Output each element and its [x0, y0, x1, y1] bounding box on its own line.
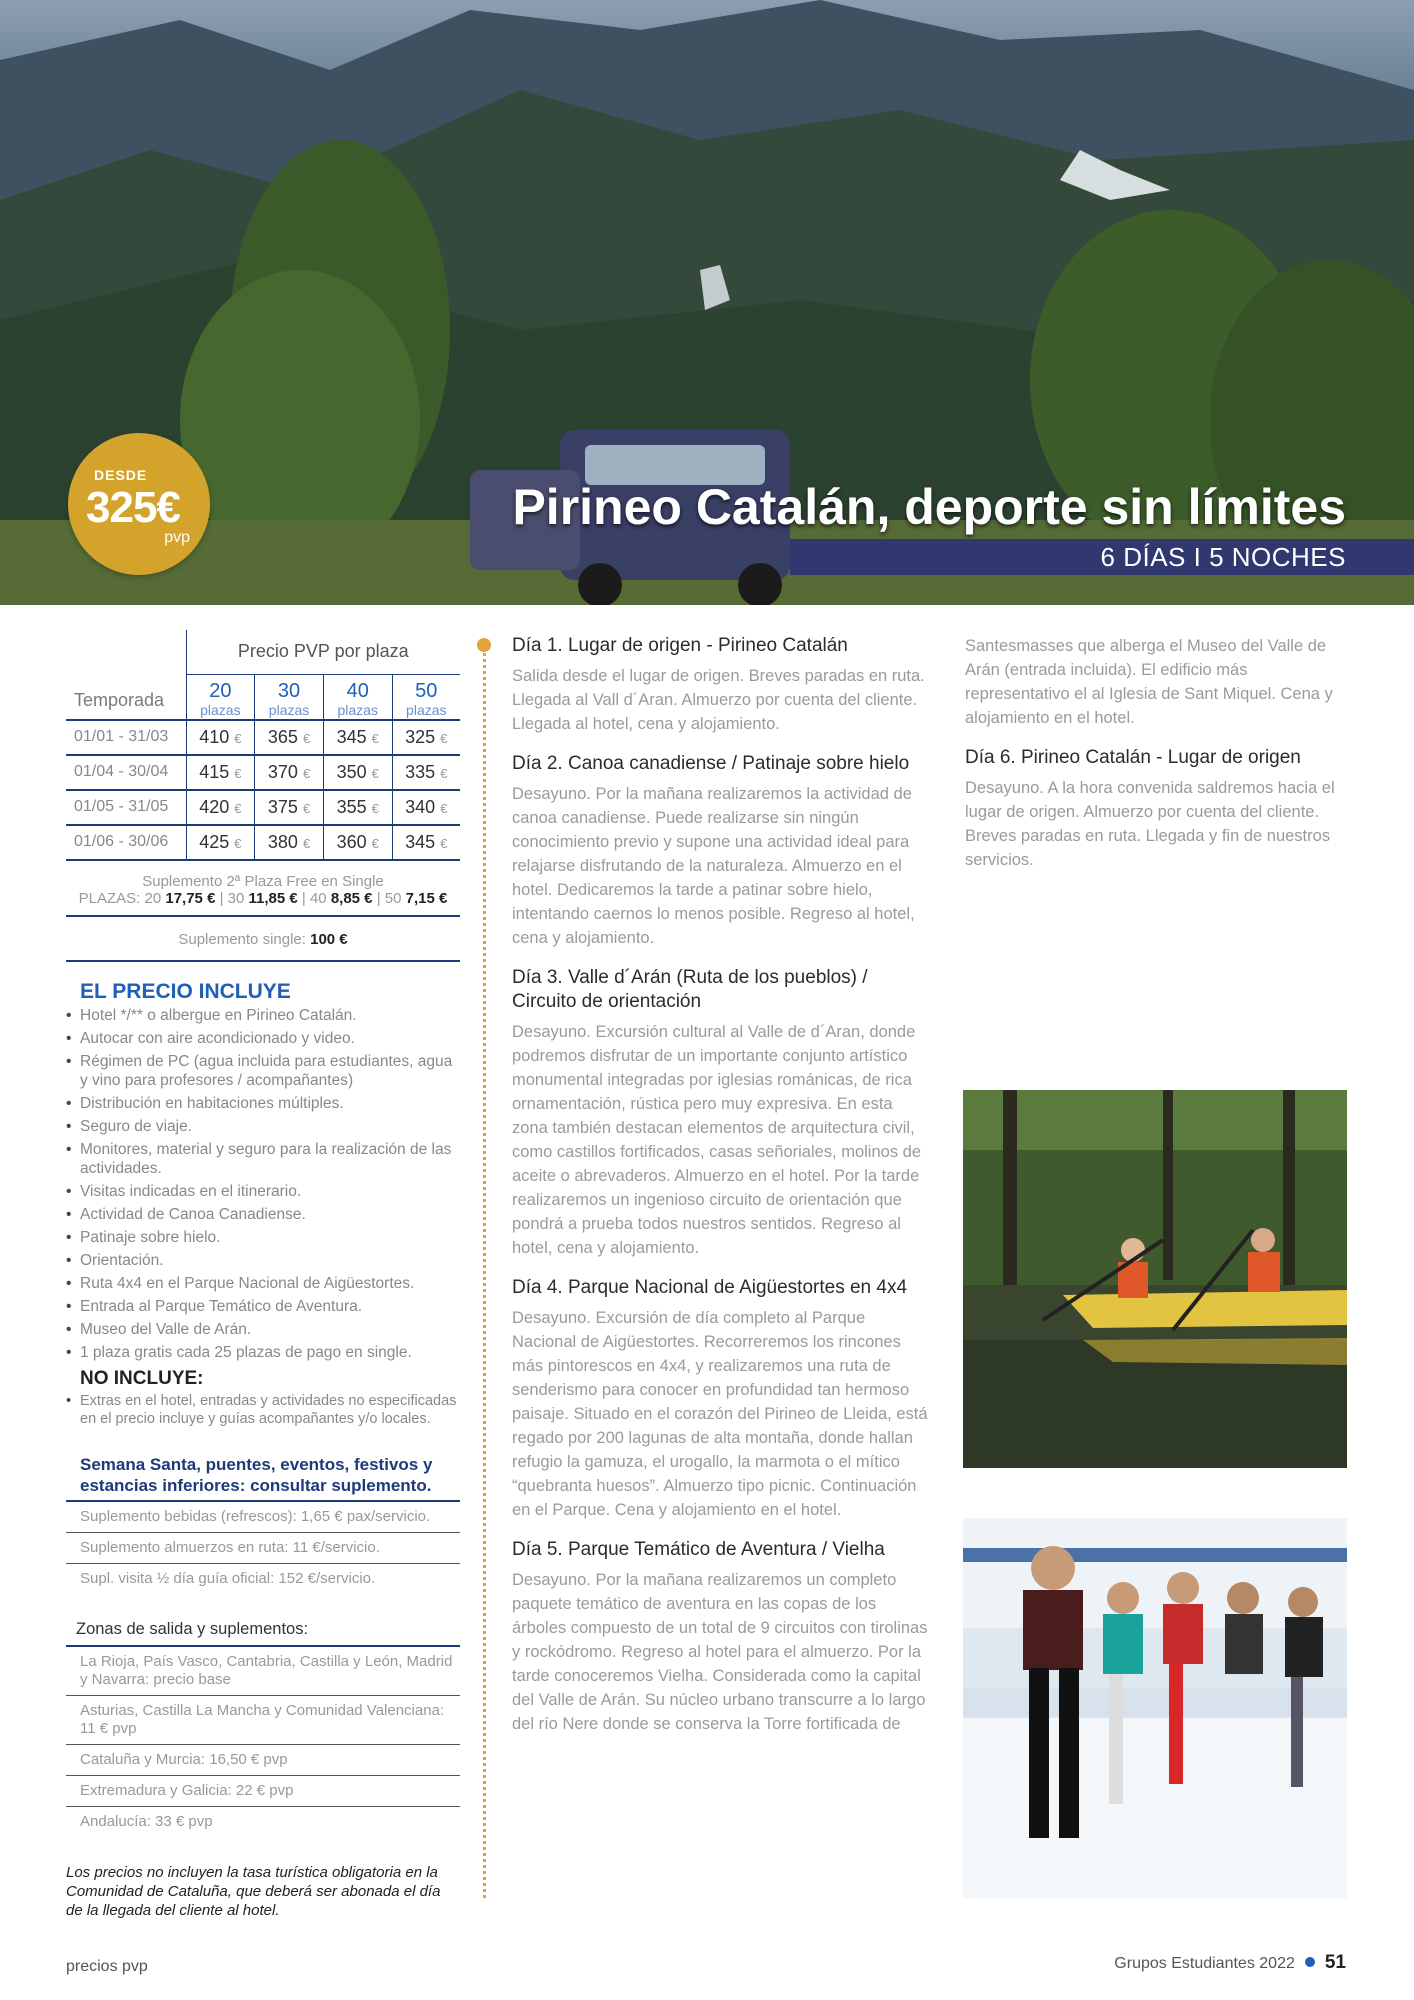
price-table: [66, 630, 460, 861]
itinerary-column-right: [965, 634, 1349, 888]
pin-icon: [477, 638, 491, 652]
day-text: Desayuno. Por la mañana realizaremos un completo paquete temático de aventura en las copas de los árboles compuesto de un total de 9 circuitos con tirolinas y rockódromo. Regreso al hotel para el almuerzo. Por la tarde conoceremos Vielha. Considerada como la capital del Valle de Arán. Su núcleo urbano transcurre a lo largo del río Nere donde se conserva la Torre fortificada de: [512, 1571, 928, 1733]
list-item: • Régimen de PC (agua incluida para estudiantes, agua y vino para profesores / acompañantes): [66, 1052, 460, 1090]
day-text: Desayuno. A la hora convenida saldremos hacia el lugar de origen. Almuerzo por cuenta del cliente. Breves paradas en ruta. Llegada y fin de nuestros servicios.: [965, 779, 1335, 869]
supplement-free-values: PLAZAS: 20 17,75 € | 30 11,85 € | 40 8,85 € | 50 7,15 €: [66, 890, 460, 917]
day-title: Día 1. Lugar de origen - Pirineo Catalán: [512, 635, 848, 656]
day-title: Día 3. Valle d´Arán (Ruta de los pueblos) / Circuito de orientación: [512, 967, 868, 1012]
zone-row: Extremadura y Galicia: 22 € pvp: [66, 1776, 460, 1807]
table-row: 01/04 - 30/04 415 € 370 € 350 € 335 €: [66, 755, 460, 790]
canoe-image: [963, 1090, 1347, 1468]
left-column: [66, 630, 460, 1920]
list-item: • Patinaje sobre hielo.: [66, 1228, 460, 1247]
table-row: 01/01 - 31/03 410 € 365 € 345 € 325 €: [66, 720, 460, 755]
zone-row: Cataluña y Murcia: 16,50 € pvp: [66, 1745, 460, 1776]
ice-skating-image: [963, 1518, 1347, 1898]
semana-santa-note: Semana Santa, puentes, eventos, festivos y estancias inferiores: consultar suplemento.: [80, 1454, 433, 1495]
footer-prices-label: precios pvp: [66, 1958, 148, 1975]
list-item: • Distribución en habitaciones múltiples.: [66, 1094, 460, 1113]
list-item: • Autocar con aire acondicionado y video.: [66, 1029, 460, 1048]
bullet-dot-icon: [1305, 1957, 1315, 1967]
list-item: • Visitas indicadas en el itinerario.: [66, 1182, 460, 1201]
col-header-50: 50 plazas: [392, 674, 460, 720]
day-text: Desayuno. Por la mañana realizaremos la actividad de canoa canadiense. Puede realizarse sin ningún conocimiento previo y supone una actividad ideal para relajarse disfrutando de la naturaleza. Almuerzo en el hotel. Dedicaremos la tarde a patinar sobre hielo, intentando caernos lo menos posible. Regreso al hotel, cena y alojamiento.: [512, 785, 915, 947]
badge-desde: DESDE: [94, 467, 148, 483]
day-text: Santesmasses que alberga el Museo del Valle de Arán (entrada incluida). El edificio más representativo el al Iglesia de Sant Miquel. Cena y alojamiento en el hotel.: [965, 637, 1333, 727]
footer-publication: Grupos Estudiantes 2022 51: [1114, 1952, 1346, 1973]
supplement-row: Suplemento almuerzos en ruta: 11 €/servicio.: [66, 1533, 460, 1564]
supplement-row: Supl. visita ½ día guía oficial: 152 €/servicio.: [80, 1569, 376, 1587]
page-title: Pirineo Catalán, deporte sin límites: [512, 479, 1346, 535]
day-text: Desayuno. Excursión de día completo al Parque Nacional de Aigüestortes. Recorreremos los rincones más pintorescos en 4x4, y realizaremos una ruta de senderismo para conocer en profundidad tan hermoso paisaje. Situado en el corazón del Pirineo de Lleida, está regado por 200 lagunas de alta montaña, donde hallan refugio la gamuza, el urogallo, la marmota o el mítico “quebranta huesos”. Almuerzo tipo picnic. Continuación en el Parque. Cena y alojamiento en el hotel.: [512, 1309, 928, 1519]
price-badge: [68, 433, 210, 575]
trip-duration: 6 DÍAS I 5 NOCHES: [1100, 542, 1346, 572]
list-item: • Actividad de Canoa Canadiense.: [66, 1205, 460, 1224]
badge-pvp: pvp: [164, 529, 190, 546]
zones-title: Zonas de salida y suplementos:: [66, 1620, 460, 1647]
day-title: Día 5. Parque Temático de Aventura / Vielha: [512, 1539, 885, 1560]
day-text: Salida desde el lugar de origen. Breves paradas en ruta. Llegada al Vall d´Aran. Almuerzo por cuenta del cliente. Llegada al hotel, cena y alojamiento.: [512, 667, 925, 733]
supplement-single: Suplemento single: 100 €: [66, 931, 460, 962]
supplement-row: Suplemento bebidas (refrescos): 1,65 € pax/servicio.: [66, 1502, 460, 1533]
page-number: 51: [1324, 1952, 1346, 1973]
itinerary-column: [512, 634, 932, 1752]
season-header: Temporada: [66, 674, 186, 720]
ice-skating-photo: [963, 1518, 1347, 1898]
includes-list: [66, 1006, 460, 1362]
zone-row: Asturias, Castilla La Mancha y Comunidad Valenciana: 11 € pvp: [66, 1696, 460, 1745]
dotted-divider: [483, 648, 486, 1898]
hero-banner: [0, 0, 1414, 605]
includes-title: EL PRECIO INCLUYE: [80, 979, 291, 1003]
col-header-20: 20 plazas: [186, 674, 255, 720]
list-item: • Hotel */** o albergue en Pirineo Catalán.: [66, 1006, 460, 1025]
supplement-free-title: Suplemento 2ª Plaza Free en Single: [142, 872, 384, 890]
list-item: • Seguro de viaje.: [66, 1117, 460, 1136]
col-header-30: 30 plazas: [255, 674, 324, 720]
excludes-title: NO INCLUYE:: [80, 1367, 204, 1389]
day-title: Día 2. Canoa canadiense / Patinaje sobre hielo: [512, 753, 910, 774]
price-table-header: Precio PVP por plaza: [186, 630, 460, 674]
badge-price: 325€: [86, 483, 180, 532]
tax-disclaimer: Los precios no incluyen la tasa turística obligatoria en la Comunidad de Cataluña, que deberá ser abonada el día de la llegada del cliente al hotel.: [66, 1863, 441, 1919]
list-item: • 1 plaza gratis cada 25 plazas de pago en single.: [66, 1343, 460, 1362]
excludes-list: [66, 1392, 460, 1428]
table-row: 01/06 - 30/06 425 € 380 € 360 € 345 €: [66, 825, 460, 860]
zone-row: La Rioja, País Vasco, Cantabria, Castilla y León, Madrid y Navarra: precio base: [66, 1647, 460, 1696]
list-item: • Ruta 4x4 en el Parque Nacional de Aigüestortes.: [66, 1274, 460, 1293]
day-title: Día 4. Parque Nacional de Aigüestortes en 4x4: [512, 1277, 908, 1298]
list-item: • Orientación.: [66, 1251, 460, 1270]
list-item: • Extras en el hotel, entradas y actividades no especificadas en el precio incluye y guías acompañantes y/o locales.: [66, 1392, 460, 1428]
col-header-40: 40 plazas: [323, 674, 392, 720]
list-item: • Monitores, material y seguro para la realización de las actividades.: [66, 1140, 460, 1178]
day-text: Desayuno. Excursión cultural al Valle de d´Aran, donde podremos disfrutar de un importante conjunto artístico monumental integradas por iglesias románicas, de rica ornamentación, rústica pero muy expresiva. En esta zona también destacan elementos de arquitectura civil, como castillos fortificados, casas señoriales, molinos de aceite o abrevaderos. Almuerzo en el hotel. Por la tarde realizaremos un ingenioso circuito de orientación que pondrá a prueba todos nuestros sentidos. Regreso al hotel, cena y alojamiento.: [512, 1023, 922, 1257]
table-row: 01/05 - 31/05 420 € 375 € 355 € 340 €: [66, 790, 460, 825]
zone-row: Andalucía: 33 € pvp: [80, 1812, 213, 1830]
day-title: Día 6. Pirineo Catalán - Lugar de origen: [965, 747, 1301, 768]
list-item: • Entrada al Parque Temático de Aventura.: [66, 1297, 460, 1316]
list-item: • Museo del Valle de Arán.: [66, 1320, 460, 1339]
canoe-photo: [963, 1090, 1347, 1468]
